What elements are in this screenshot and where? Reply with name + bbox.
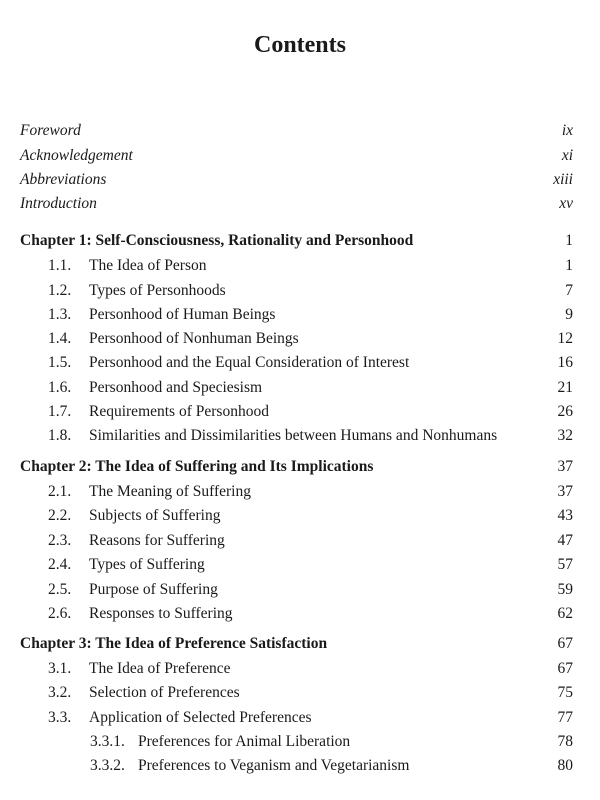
subsection-page: 78 xyxy=(557,733,573,750)
entry-title: Acknowledgement xyxy=(20,147,133,164)
section-page: 67 xyxy=(557,660,573,677)
toc-entry-introduction[interactable] xyxy=(20,192,573,216)
section-number: 2.5. xyxy=(48,581,72,598)
section-title: Types of Suffering xyxy=(89,556,205,573)
chapter-title: Chapter 2: The Idea of Suffering and Its Implications xyxy=(20,458,374,475)
section-number: 1.7. xyxy=(48,403,72,420)
section-number: 2.1. xyxy=(48,483,72,500)
chapter-page: 1 xyxy=(565,232,573,249)
toc-section[interactable] xyxy=(20,303,573,327)
section-page: 47 xyxy=(557,532,573,549)
section-title: The Meaning of Suffering xyxy=(89,483,251,500)
section-number: 1.2. xyxy=(48,282,72,299)
section-page: 77 xyxy=(557,709,573,726)
section-title: Personhood and Speciesism xyxy=(89,379,263,396)
section-number: 2.6. xyxy=(48,605,72,622)
toc-section[interactable] xyxy=(20,706,573,730)
toc-section[interactable] xyxy=(20,376,573,400)
toc-section[interactable] xyxy=(20,424,573,448)
chapter-page: 37 xyxy=(557,458,573,475)
section-title: Personhood of Nonhuman Beings xyxy=(89,330,299,347)
subsection-number: 3.3.2. xyxy=(90,757,125,774)
toc-section[interactable] xyxy=(20,578,573,602)
toc-section[interactable] xyxy=(20,504,573,528)
toc-section[interactable] xyxy=(20,602,573,626)
section-title: Responses to Suffering xyxy=(89,605,233,622)
section-title: Personhood and the Equal Consideration of Interest xyxy=(89,354,410,371)
section-number: 3.1. xyxy=(48,660,72,677)
toc-subsection[interactable] xyxy=(20,754,573,778)
section-number: 2.4. xyxy=(48,556,72,573)
toc-entry-foreword[interactable] xyxy=(20,119,573,143)
section-page: 59 xyxy=(557,581,573,598)
entry-page: xiii xyxy=(553,171,573,188)
section-page: 75 xyxy=(557,684,573,701)
section-title: The Idea of Person xyxy=(89,257,207,274)
section-title: The Idea of Preference xyxy=(89,660,231,677)
section-page: 32 xyxy=(557,427,573,444)
toc-section[interactable] xyxy=(20,480,573,504)
section-number: 2.2. xyxy=(48,507,72,524)
toc-section[interactable] xyxy=(20,279,573,303)
section-number: 1.4. xyxy=(48,330,72,347)
section-title: Application of Selected Preferences xyxy=(89,709,312,726)
section-page: 9 xyxy=(565,306,573,323)
section-number: 1.8. xyxy=(48,427,72,444)
chapter-page: 67 xyxy=(557,635,573,652)
section-title: Types of Personhoods xyxy=(89,282,226,299)
section-page: 57 xyxy=(557,556,573,573)
toc-entry-acknowledgement[interactable] xyxy=(20,144,573,168)
toc-entry-abbreviations[interactable] xyxy=(20,168,573,192)
section-page: 12 xyxy=(557,330,573,347)
section-number: 1.6. xyxy=(48,379,72,396)
subsection-page: 80 xyxy=(557,757,573,774)
section-number: 1.1. xyxy=(48,257,72,274)
toc-section[interactable] xyxy=(20,681,573,705)
toc-chapter-2[interactable] xyxy=(20,455,573,479)
entry-page: ix xyxy=(561,122,573,139)
entry-title: Introduction xyxy=(20,195,97,212)
toc-chapter-3[interactable] xyxy=(20,632,573,656)
toc-section[interactable] xyxy=(20,529,573,553)
page-title: Contents xyxy=(253,32,346,58)
subsection-number: 3.3.1. xyxy=(90,733,125,750)
toc-subsection[interactable] xyxy=(20,730,573,754)
section-page: 16 xyxy=(557,354,573,371)
section-title: Reasons for Suffering xyxy=(89,532,225,549)
section-page: 62 xyxy=(557,605,573,622)
subsection-title: Preferences for Animal Liberation xyxy=(138,733,351,750)
section-page: 43 xyxy=(557,507,573,524)
toc-section[interactable] xyxy=(20,254,573,278)
section-page: 37 xyxy=(557,483,573,500)
entry-title: Abbreviations xyxy=(20,171,107,188)
toc-section[interactable] xyxy=(20,400,573,424)
chapter-title: Chapter 1: Self-Consciousness, Rationality and Personhood xyxy=(20,232,414,249)
section-page: 26 xyxy=(557,403,573,420)
section-title: Similarities and Dissimilarities between Humans and Nonhumans xyxy=(89,427,498,444)
toc-section[interactable] xyxy=(20,351,573,375)
entry-title: Foreword xyxy=(20,122,81,139)
section-number: 2.3. xyxy=(48,532,72,549)
section-number: 3.2. xyxy=(48,684,72,701)
section-page: 7 xyxy=(565,282,573,299)
toc-section[interactable] xyxy=(20,657,573,681)
section-title: Personhood of Human Beings xyxy=(89,306,276,323)
entry-page: xi xyxy=(561,147,573,164)
subsection-title: Preferences to Veganism and Vegetarianism xyxy=(138,757,410,774)
toc-chapter-1[interactable] xyxy=(20,229,573,253)
toc-section[interactable] xyxy=(20,327,573,351)
section-title: Requirements of Personhood xyxy=(89,403,269,420)
chapter-title: Chapter 3: The Idea of Preference Satisfaction xyxy=(20,635,328,652)
section-number: 1.3. xyxy=(48,306,72,323)
toc-section[interactable] xyxy=(20,553,573,577)
section-title: Purpose of Suffering xyxy=(89,581,218,598)
section-number: 1.5. xyxy=(48,354,72,371)
section-page: 1 xyxy=(565,257,573,274)
section-page: 21 xyxy=(557,379,573,396)
section-title: Selection of Preferences xyxy=(89,684,240,701)
section-number: 3.3. xyxy=(48,709,72,726)
section-title: Subjects of Suffering xyxy=(89,507,221,524)
entry-page: xv xyxy=(559,195,573,212)
